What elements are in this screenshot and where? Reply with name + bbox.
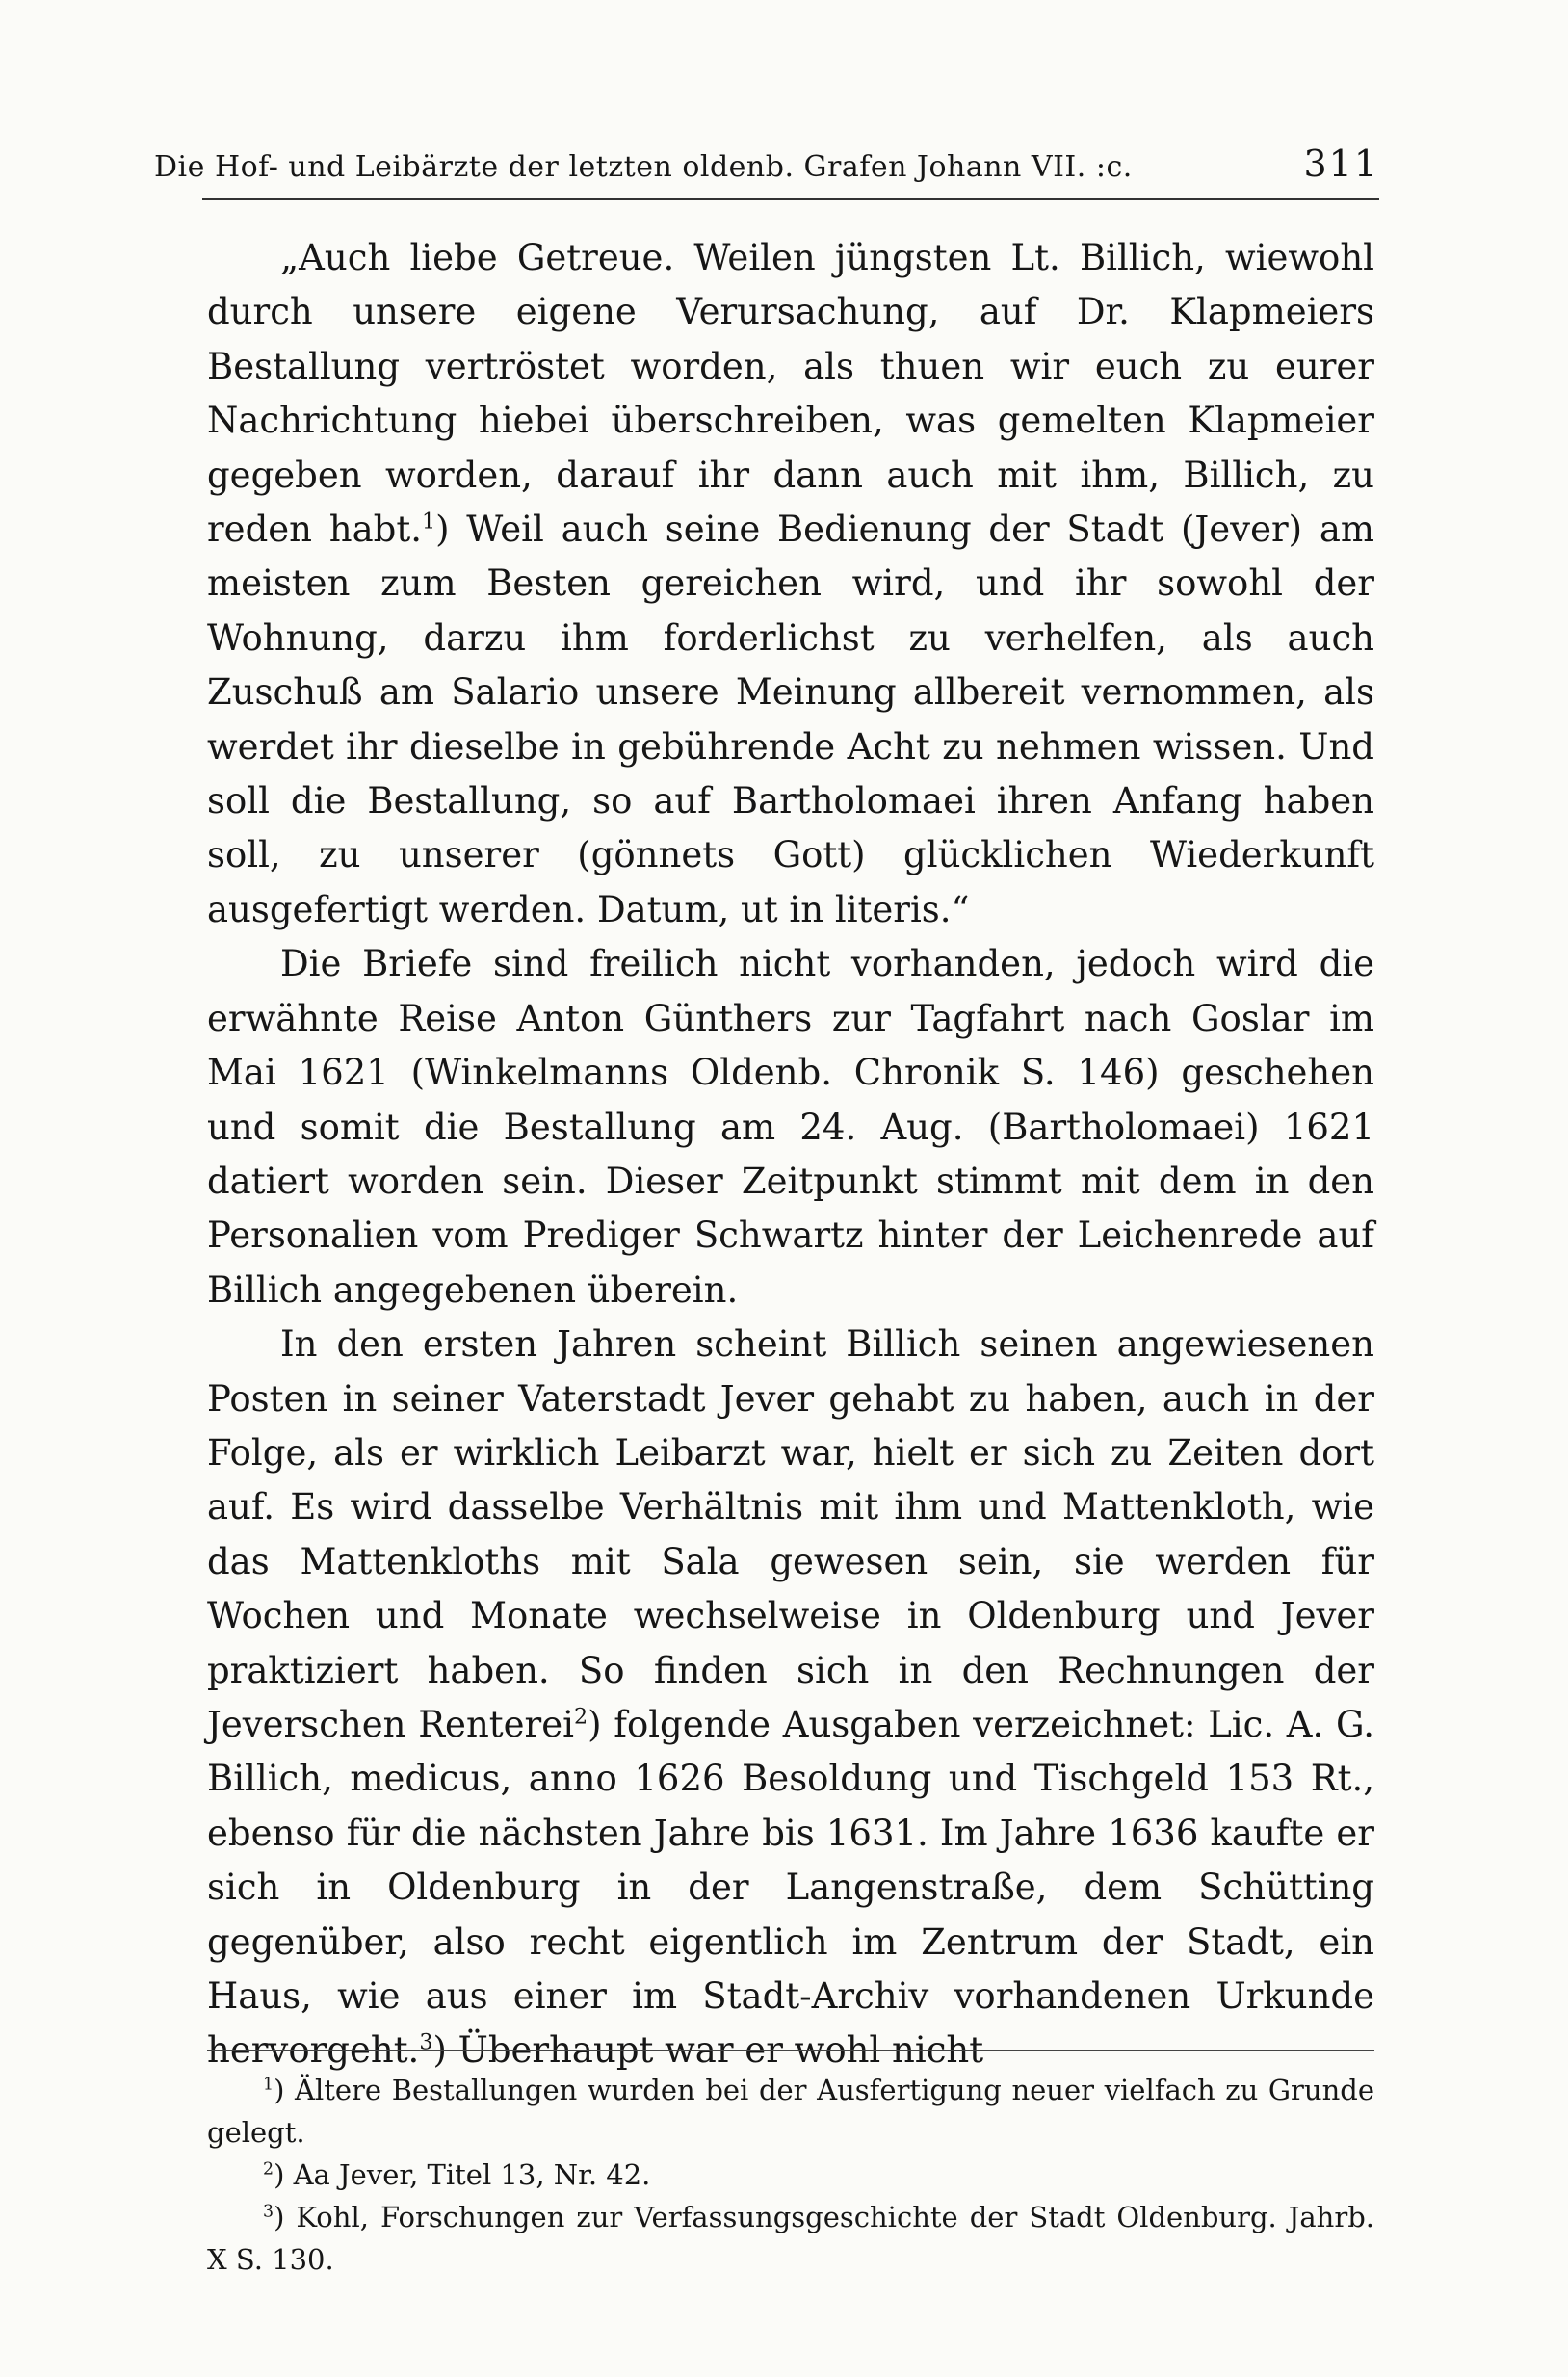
running-header [154,143,1379,185]
footnote-ref-3: 3 [419,2030,433,2056]
paragraph-early-years: In den ersten Jahren scheint Billich seinen angewiesenen Posten in seiner Vaterstadt Jever gehabt zu haben, auch in der Folge, als er wirklich Leibarzt war, hielt er sich zu Zeiten dort auf. Es wird dasselbe Verhältnis mit ihm und Mattenkloth, wie das Mattenkloths mit Sala gewesen sein, sie werden für Wochen und Monate wechselweise in Oldenburg und Jever praktiziert haben. So finden sich in den Rechnungen der Jeverschen Renterei$^2$) folgende Ausgaben verzeichnet: Lic. A. G. Billich, medicus, anno 1626 Besoldung und Tischgeld 153 Rt., ebenso für die nächsten Jahre bis 1631. Im Jahre 1636 kaufte er sich in Oldenburg in der Langenstraße, dem Schütting gegenüber, also recht eigentlich im Zentrum der Stadt, ein Haus, wie aus einer im Stadt-Archiv vorhandenen Urkunde hervorgeht.$^3$) Überhaupt war er wohl nicht [207,1323,1374,2072]
footnote-3: $^3$) Kohl, Forschungen zur Verfassungsgeschichte der Stadt Oldenburg. Jahrb. X S. 130. [207,2201,1374,2276]
header-rule [202,198,1379,200]
footnotes [207,2069,1374,2281]
footnote-rule [207,2050,1374,2051]
footnote-1: $^1$) Ältere Bestallungen wurden bei der Ausfertigung neuer vielfach zu Grunde gelegt. [207,2074,1374,2149]
footnote-ref-2: 2 [573,1704,588,1730]
paragraph-letter-quote: „Auch liebe Getreue. Weilen jüngsten Lt. Billich, wiewohl durch unsere eigene Verursachung, auf Dr. Klapmeiers Bestallung vertröstet worden, als thuen wir euch zu eurer Nachrichtung hiebei überschreiben, was gemelten Klapmeier gegeben worden, darauf ihr dann auch mit ihm, Billich, zu reden habt.$^1$) Weil auch seine Bedienung der Stadt (Jever) am meisten zum Besten gereichen wird, und ihr sowohl der Wohnung, darzu ihm forderlichst zu verhelfen, als auch Zuschuß am Salario unsere Meinung allbereit vernommen, als werdet ihr dieselbe in gebührende Acht zu nehmen wissen. Und soll die Bestallung, so auf Bartholomaei ihren Anfang haben soll, zu unserer (gönnets Gott) glücklichen Wiederkunft ausgefertigt werden. Datum, ut in literis.“ [207,237,1374,930]
footnote-2: $^2$) Aa Jever, Titel 13, Nr. 42. [263,2158,651,2191]
page-number: 311 [1303,143,1379,185]
footnote-ref-1: 1 [421,509,436,535]
paragraph-letters: Die Briefe sind freilich nicht vorhanden, jedoch wird die erwähnte Reise Anton Günthers zur Tagfahrt nach Goslar im Mai 1621 (Winkelmanns Oldenb. Chronik S. 146) geschehen und somit die Bestallung am 24. Aug. (Bartholomaei) 1621 datiert worden sein. Dieser Zeitpunkt stimmt mit dem in den Personalien vom Prediger Schwartz hinter der Leichenrede auf Billich angegebenen überein. [207,943,1374,1311]
running-title: Die Hof- und Leibärzte der letzten oldenb. Grafen Johann VII. :c. [154,150,1133,184]
body-text [207,231,1374,2078]
